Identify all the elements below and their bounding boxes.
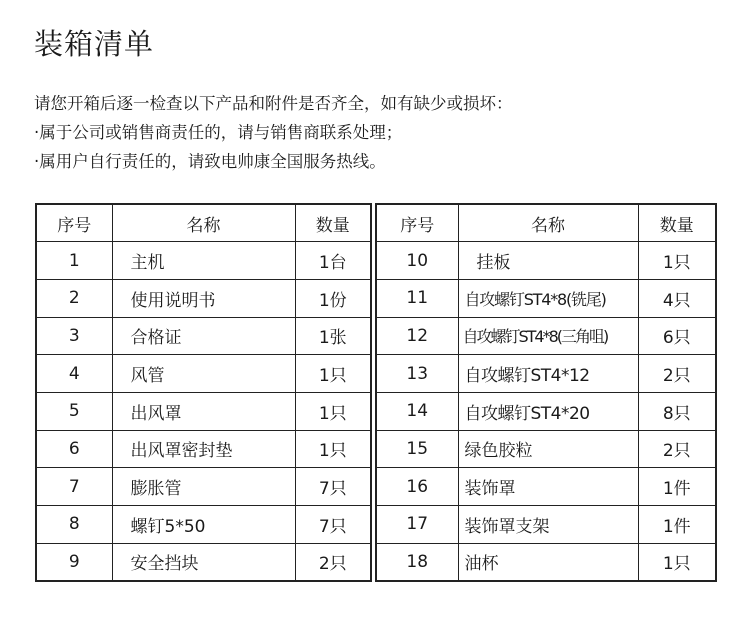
row-name: 自攻螺钉ST4*12 [458,355,638,393]
table-header-row [376,204,716,242]
row-qty: 1份 [295,279,371,317]
row-qty: 7只 [295,468,371,506]
table-row [376,543,716,581]
table-row [376,430,716,468]
table-header-row [36,204,371,242]
row-qty: 4只 [638,279,716,317]
row-no: 13 [376,355,458,393]
row-qty: 2只 [295,543,371,581]
row-no: 8 [36,506,112,544]
intro-notice [34,89,513,176]
row-qty: 1只 [295,430,371,468]
row-name: 螺钉5*50 [112,506,295,544]
table-row [376,392,716,430]
row-qty: 6只 [638,317,716,355]
row-no: 16 [376,468,458,506]
header-qty: 数量 [295,204,371,242]
row-no: 5 [36,392,112,430]
header-no: 序号 [36,204,112,242]
table-row [36,279,371,317]
header-name: 名称 [112,204,295,242]
row-no: 17 [376,506,458,544]
table-row [376,242,716,280]
row-qty: 1只 [638,543,716,581]
table-row [36,355,371,393]
row-name: 装饰罩 [458,468,638,506]
row-name: 合格证 [112,317,295,355]
row-qty: 1件 [638,468,716,506]
row-name: 自攻螺钉ST4*20 [458,392,638,430]
row-qty: 2只 [638,430,716,468]
row-qty: 7只 [295,506,371,544]
row-no: 2 [36,279,112,317]
row-name: 使用说明书 [112,279,295,317]
table-row [376,468,716,506]
header-name: 名称 [458,204,638,242]
page-title: 装箱清单 [34,27,155,61]
table-row [36,317,371,355]
row-qty: 1张 [295,317,371,355]
table-row [36,468,371,506]
packing-table-left [35,203,372,582]
row-no: 3 [36,317,112,355]
table-row [376,317,716,355]
table-row [376,506,716,544]
row-no: 7 [36,468,112,506]
row-name: 膨胀管 [112,468,295,506]
intro-line: ·属于公司或销售商责任的，请与销售商联系处理； [34,123,403,142]
row-no: 10 [376,242,458,280]
intro-line: ·属用户自行责任的，请致电帅康全国服务热线。 [34,152,386,171]
row-no: 14 [376,392,458,430]
intro-line: 请您开箱后逐一检查以下产品和附件是否齐全，如有缺少或损坏： [34,94,513,113]
header-no: 序号 [376,204,458,242]
table-row [376,355,716,393]
row-name: 装饰罩支架 [458,506,638,544]
row-no: 15 [376,430,458,468]
row-no: 11 [376,279,458,317]
header-qty: 数量 [638,204,716,242]
table-row [36,392,371,430]
row-qty: 8只 [638,392,716,430]
row-name: 自攻螺钉ST4*8(铣尾) [458,279,638,317]
row-qty: 1只 [295,355,371,393]
table-row [36,242,371,280]
table-row [36,430,371,468]
row-no: 18 [376,543,458,581]
row-no: 4 [36,355,112,393]
row-name: 主机 [112,242,295,280]
packing-table-right [375,203,717,582]
row-qty: 1只 [638,242,716,280]
row-name: 挂板 [458,242,638,280]
row-name: 绿色胶粒 [458,430,638,468]
row-qty: 1台 [295,242,371,280]
row-name: 出风罩密封垫 [112,430,295,468]
row-no: 6 [36,430,112,468]
row-qty: 2只 [638,355,716,393]
table-row [36,543,371,581]
row-no: 12 [376,317,458,355]
row-name: 风管 [112,355,295,393]
row-qty: 1只 [295,392,371,430]
row-qty: 1件 [638,506,716,544]
row-name: 安全挡块 [112,543,295,581]
row-name: 油杯 [458,543,638,581]
row-name: 自攻螺钉ST4*8(三角咀) [458,317,638,355]
table-row [36,506,371,544]
row-no: 1 [36,242,112,280]
row-name: 出风罩 [112,392,295,430]
table-row [376,279,716,317]
row-no: 9 [36,543,112,581]
